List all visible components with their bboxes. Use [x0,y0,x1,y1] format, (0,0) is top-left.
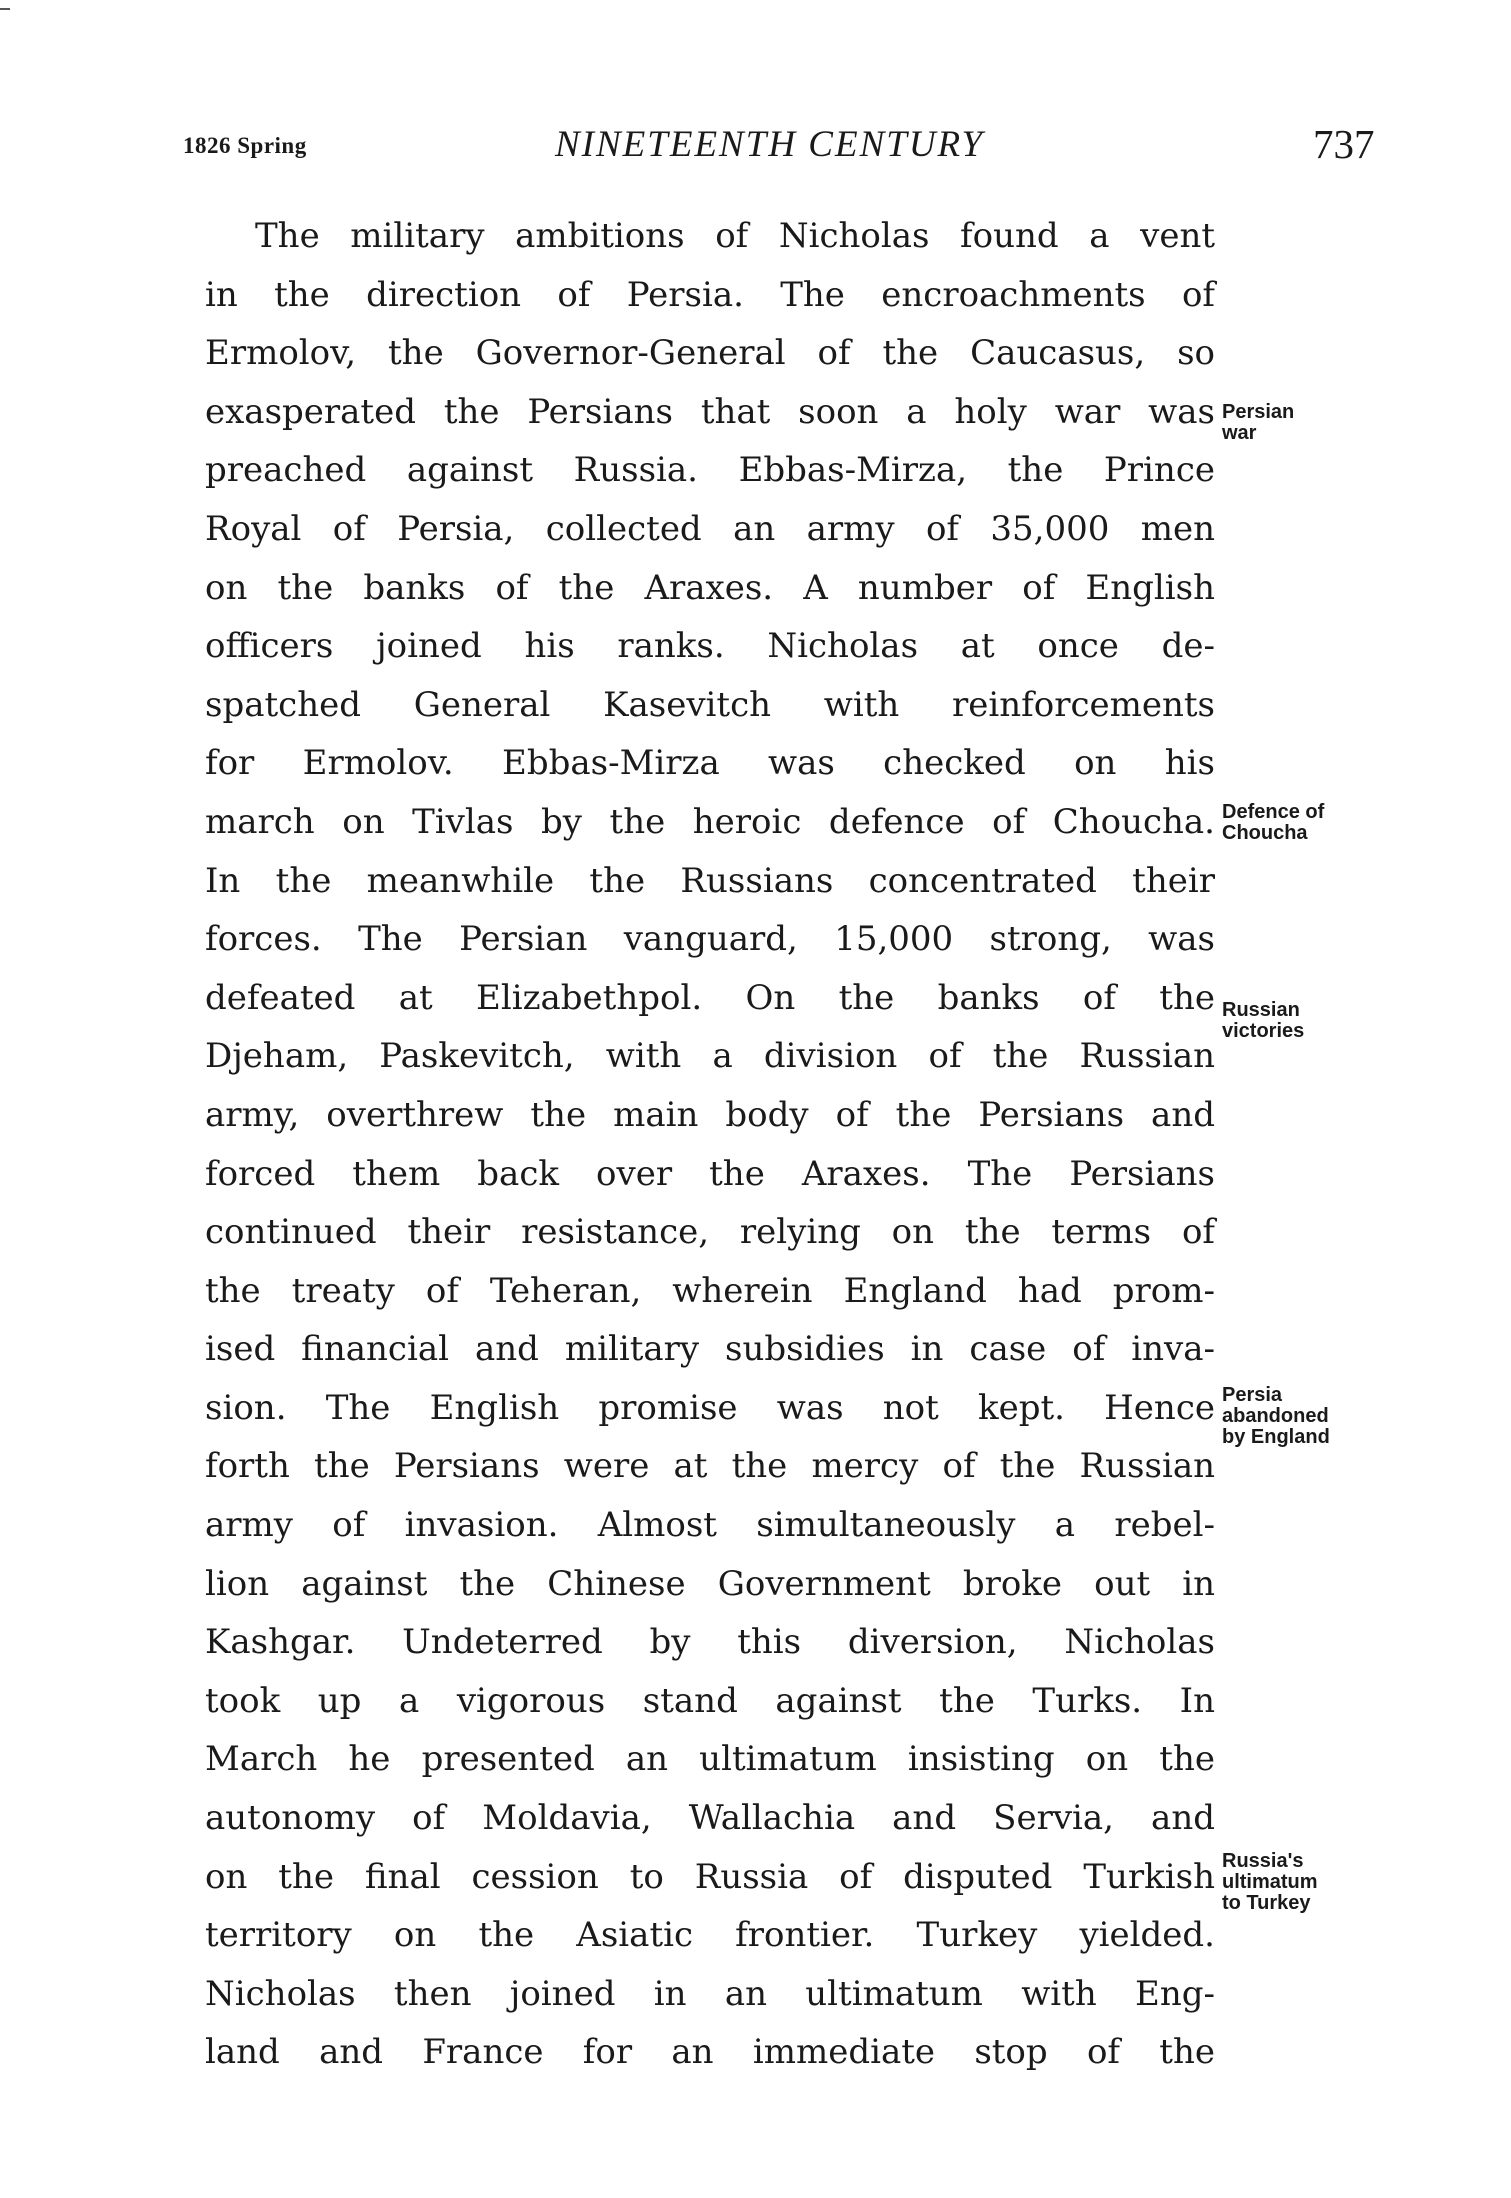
text-line: lion against the Chinese Government broke out in [205,1563,1215,1604]
text-line: army, overthrew the main body of the Persians and [205,1094,1215,1135]
text-line: forced them back over the Araxes. The Persians [205,1153,1215,1194]
scan-edge-mark [0,8,10,10]
text-line: spatched General Kasevitch with reinforcements [205,684,1215,725]
margin-note-persia-abandoned: Persia abandoned by England [1222,1384,1330,1448]
text-line: defeated at Elizabethpol. On the banks of the [205,977,1215,1018]
text-line: march on Tivlas by the heroic defence of Choucha. [205,801,1215,842]
text-line: In the meanwhile the Russians concentrated their [205,860,1215,901]
text-line: the treaty of Teheran, wherein England had prom- [205,1270,1215,1311]
text-line: preached against Russia. Ebbas-Mirza, the Prince [205,450,1215,491]
text-line: Nicholas then joined in an ultimatum with Eng- [205,1973,1215,2014]
text-line: officers joined his ranks. Nicholas at once de- [205,626,1215,667]
text-line: forces. The Persian vanguard, 15,000 strong, was [205,919,1215,960]
text-line: Ermolov, the Governor-General of the Caucasus, so [205,333,1215,374]
running-head-title: NINETEENTH CENTURY [555,124,985,165]
margin-note-persian-war: Persian war [1222,401,1295,444]
text-line: Royal of Persia, collected an army of 35,000 men [205,508,1215,549]
text-line: exasperated the Persians that soon a holy war was [205,391,1215,432]
text-line: for Ermolov. Ebbas-Mirza was checked on his [205,743,1215,784]
text-line: on the banks of the Araxes. A number of English [205,567,1215,608]
margin-note-russias-ultimatum: Russia's ultimatum to Turkey [1222,1850,1318,1914]
text-line: land and France for an immediate stop of the [205,2032,1215,2073]
text-line: in the direction of Persia. The encroachments of [205,274,1215,315]
text-line: The military ambitions of Nicholas found a vent [255,216,1215,256]
text-line: army of invasion. Almost simultaneously a rebel- [205,1505,1215,1546]
text-line: sion. The English promise was not kept. Hence [205,1387,1215,1428]
text-line: autonomy of Moldavia, Wallachia and Servia, and [205,1798,1215,1839]
margin-note-defence-of-choucha: Defence of Choucha [1222,801,1325,844]
text-line: took up a vigorous stand against the Turks. In [205,1680,1215,1721]
body-paragraph [205,207,1215,2082]
text-line: ised financial and military subsidies in case of inva- [205,1329,1215,1370]
text-line: on the final cession to Russia of disputed Turkish [205,1856,1215,1897]
text-line: March he presented an ultimatum insisting on the [205,1739,1215,1780]
running-head-date: 1826 Spring [183,133,307,158]
text-line: forth the Persians were at the mercy of the Russian [205,1446,1215,1487]
margin-note-russian-victories: Russian victories [1222,999,1305,1042]
text-line: Djeham, Paskevitch, with a division of the Russian [205,1036,1215,1077]
text-line: continued their resistance, relying on the terms of [205,1212,1215,1253]
text-line: territory on the Asiatic frontier. Turkey yielded. [205,1915,1215,1956]
text-line: Kashgar. Undeterred by this diversion, Nicholas [205,1622,1215,1663]
page-number: 737 [1313,121,1375,167]
